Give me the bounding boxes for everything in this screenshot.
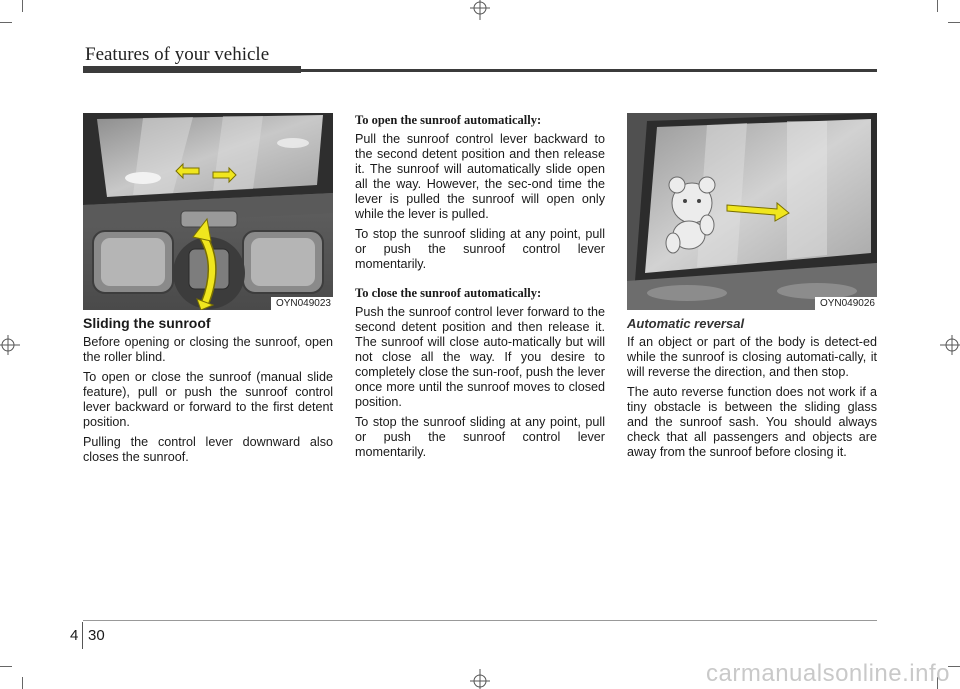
- header-rule-thin: [301, 69, 877, 72]
- page-header-title: Features of your vehicle: [85, 44, 270, 65]
- paragraph: The auto reverse function does not work if a tiny obstacle is between the sliding glass and the sunroof sash. You should always check that all passengers and objects are away from the sunroof before closing it.: [627, 385, 877, 459]
- right-column: [627, 316, 877, 465]
- paragraph: To open or close the sunroof (manual slide feature), pull or push the sunroof control lever backward or forward to the first detent position.: [83, 370, 333, 429]
- subheading-close-automatically: To close the sunroof automatically:: [355, 286, 542, 300]
- figure-code: OYN049026: [815, 297, 877, 310]
- figure-sunroof-lever: [83, 113, 333, 310]
- paragraph: To stop the sunroof sliding at any point, pull or push the sunroof control lever momentarily.: [355, 227, 605, 271]
- paragraph: If an object or part of the body is detect-ed while the sunroof is closing automati-cally, it will reverse the direction, and then stop.: [627, 335, 877, 379]
- middle-column: [355, 113, 605, 465]
- section-number: 4: [70, 627, 79, 644]
- header-rule-thick: [83, 66, 301, 73]
- crop-mark: [0, 666, 12, 667]
- paragraph: Push the sunroof control lever forward to the second detent position and then release it. The sunroof will close auto-matically but will not close all the way. If you desire to completely close the sun-roof, push the lever once more until the sunroof moves to closed position.: [355, 305, 605, 409]
- crop-mark: [22, 0, 23, 12]
- left-column: [83, 316, 333, 470]
- section-heading-sliding-sunroof: Sliding the sunroof: [83, 315, 211, 331]
- watermark-text: carmanualsonline.info: [706, 660, 950, 687]
- subheading-automatic-reversal: Automatic reversal: [627, 316, 745, 331]
- figure-automatic-reversal: [627, 113, 877, 310]
- subheading-open-automatically: To open the sunroof automatically:: [355, 113, 542, 127]
- paragraph: Before opening or closing the sunroof, open the roller blind.: [83, 335, 333, 364]
- registration-mark-top: [468, 0, 492, 20]
- figure-code: OYN049023: [271, 297, 333, 310]
- crop-mark: [948, 22, 960, 23]
- crop-mark: [937, 0, 938, 12]
- footer-divider: [82, 622, 83, 649]
- crop-mark: [0, 22, 12, 23]
- automatic-reversal-illustration: [627, 113, 877, 310]
- crop-mark: [22, 677, 23, 689]
- sunroof-lever-illustration: [83, 113, 333, 310]
- paragraph: To stop the sunroof sliding at any point, pull or push the sunroof control lever momentarily.: [355, 415, 605, 459]
- registration-mark-left: [0, 333, 20, 357]
- page-number: 30: [88, 627, 105, 644]
- footer-rule: [83, 620, 877, 621]
- paragraph: Pull the sunroof control lever backward to the second detent position and then release it. The sunroof will automatically slide open all the way. However, the sec-ond time the lever is pulled the sunroof will open only while the lever is pulled.: [355, 132, 605, 221]
- registration-mark-bottom: [468, 669, 492, 689]
- registration-mark-right: [940, 333, 960, 357]
- paragraph: Pulling the control lever downward also closes the sunroof.: [83, 435, 333, 464]
